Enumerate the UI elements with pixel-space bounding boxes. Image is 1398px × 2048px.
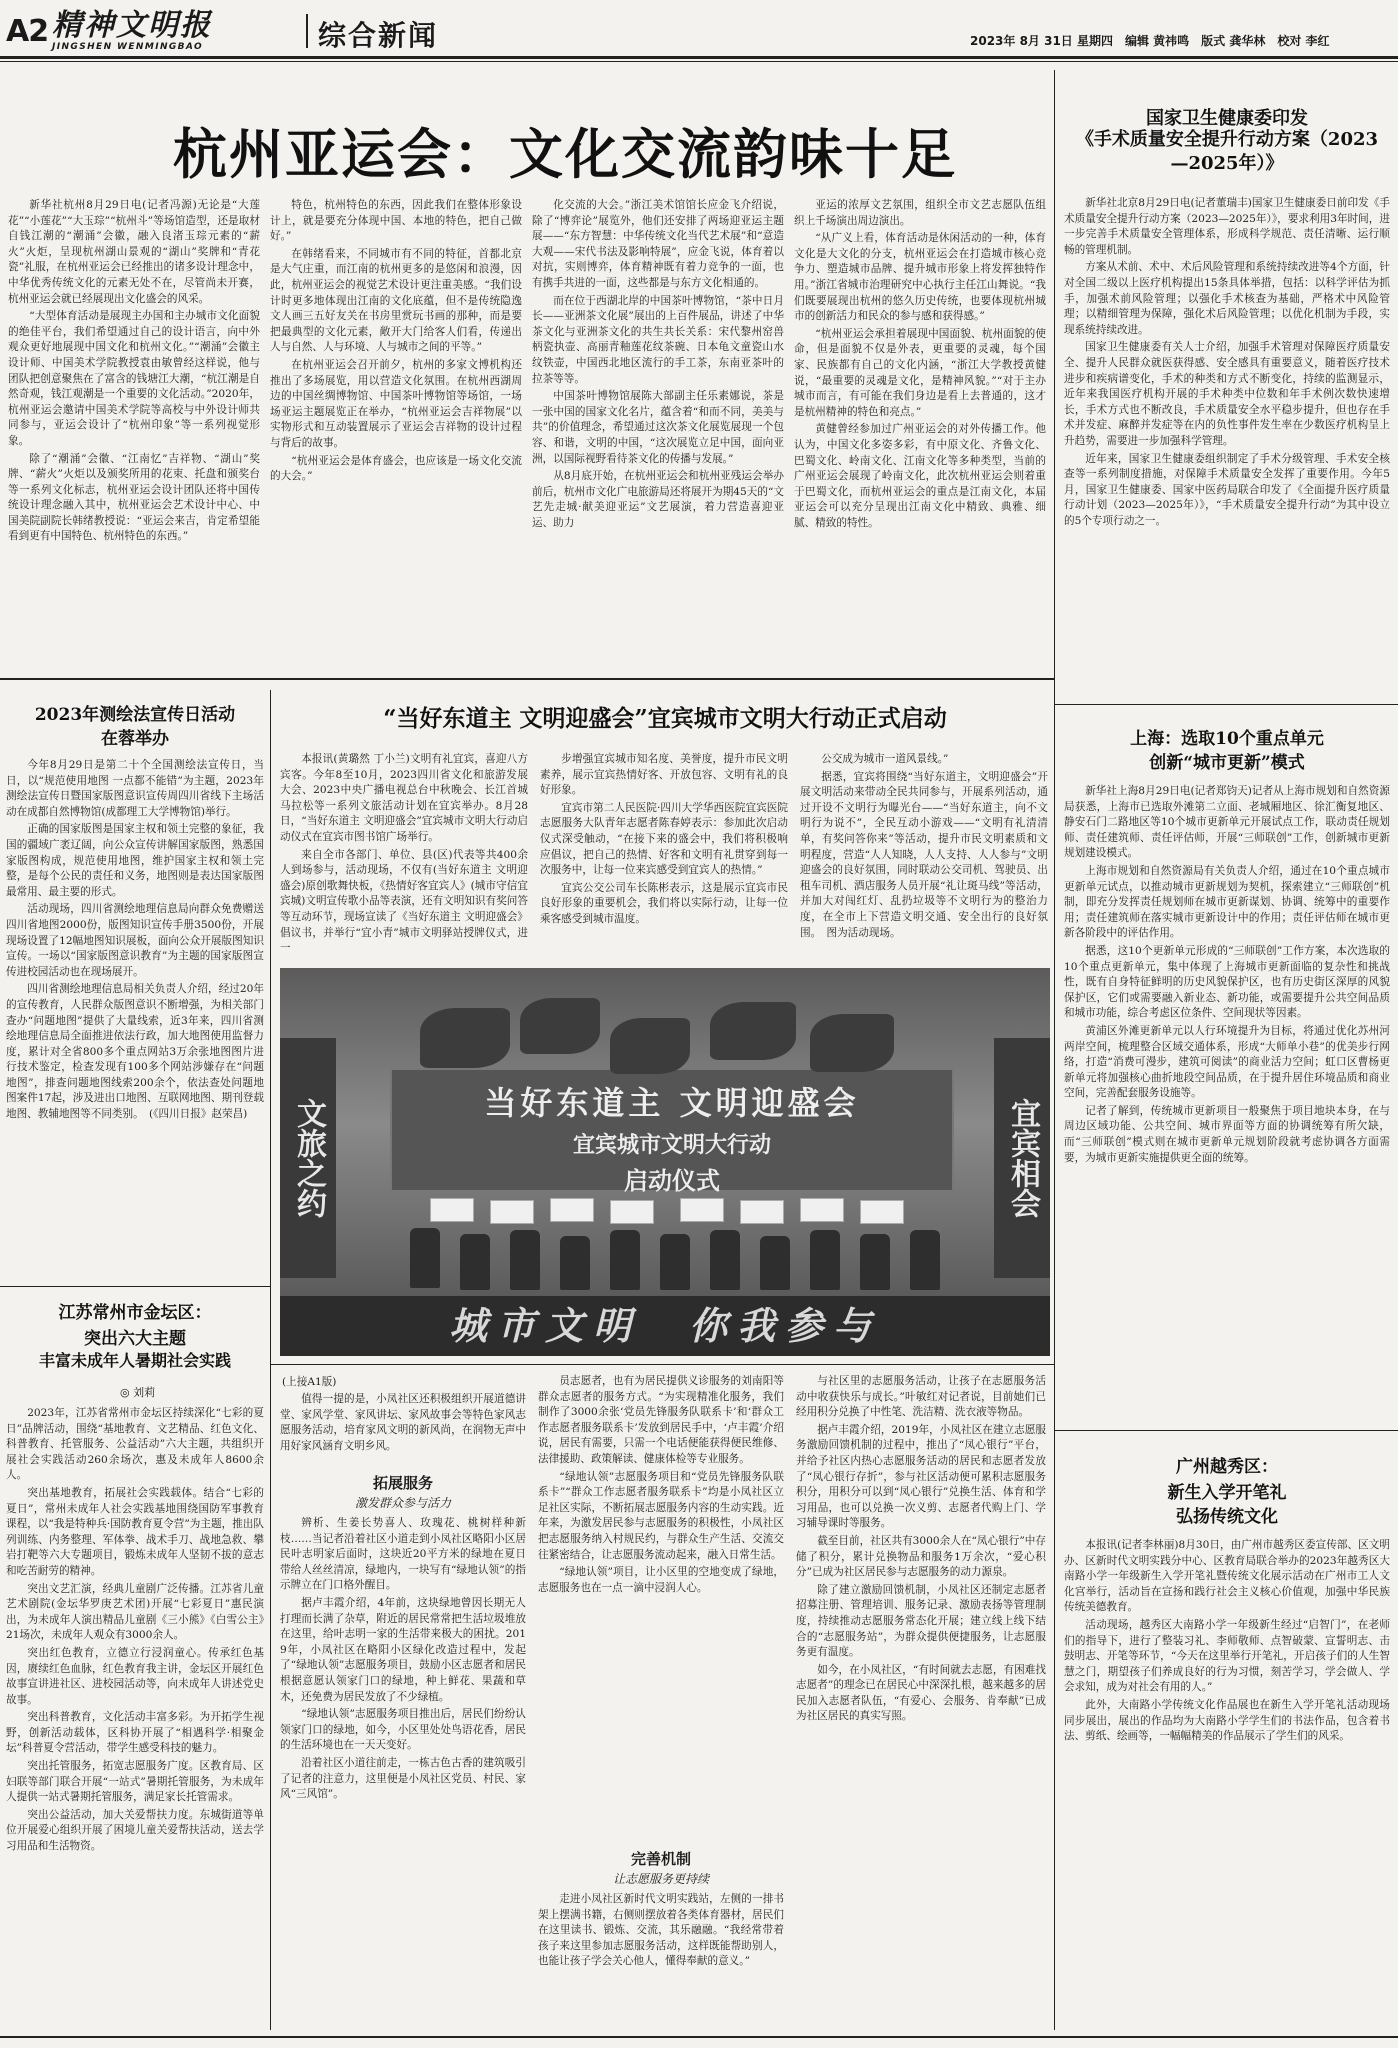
masthead-subtitle: JINGSHEN WENMINGBAO <box>52 42 204 52</box>
paragraph: 突出托管服务，拓宽志愿服务广度。区教育局、区妇联等部门联合开展“一站式”暑期托管服务，为未成年人提供一站式暑期托管服务，满足家长托管需求。 <box>6 1760 264 1804</box>
paragraph: “大型体育活动是展现主办国和主办城市文化面貌的绝佳平台，我们希望通过自己的设计语言，向中外观众更好地展现中国文化和杭州文化。”“潮涌”会徽主设计师、中国美术学院教授袁由敏曾经这样说，他与团队把创意聚焦在了富含的钱塘江大潮，“杭江潮是自然奇观，钱江观潮是一个重要的文化活动。”2020年，杭州亚运会邀请中国美术学院等高校与中外设计师共同参与，亚运会设计了“杭州印象”等一系列视觉形象。 <box>8 310 260 447</box>
paragraph: 据悉，宜宾将围绕“当好东道主，文明迎盛会”开展文明活动来带动全民共同参与，开展系列活动，通过开设不文明行为曝光台——“当好东道主，向不文明行为说不”，全民互动小游戏——“文明有礼清清单，有奖问答你来”等活动，提升市民文明素质和文明程度，营造“人人知晓，人人支持、人人参与”文明迎盛会的良好氛围，同时联动公交司机、驾驶员、出租车司机、酒店服务人员开展“礼让斑马线”等活动，并加大对闯红灯、乱扔垃圾等不文明行为的整治力度，在全市上下营造文明交通、安全出行的良好氛围。 图为活动现场。 <box>800 770 1048 939</box>
event-photo <box>280 968 1050 1356</box>
paragraph: 据悉，这10个更新单元形成的“三师联创”工作方案，本次选取的10个重点更新单元，集中体现了上海城市更新面临的复杂性和挑战性，既有自身特征鲜明的历史风貌保护区，也有历史街区深厚的风貌保护区，它们或需要融入新业态、新功能，或需要提升公共空间品质和城市功能，综合考虑区位条件、空间现状等因素。 <box>1064 944 1390 1020</box>
paragraph: 除了建立激励回馈机制，小凤社区还制定志愿者招募注册、管理培训、服务记录、激励表扬等管理制度，持续推动志愿服务常态化开展；建立线上线下结合的“志愿服务站”，为群众提供便捷服务，让志愿服务更有温度。 <box>796 1583 1046 1659</box>
paragraph: 本报讯(记者李林丽)8月30日，由广州市越秀区委宣传部、区文明办、区新时代文明实践分中心、区教育局联合举办的2023年越秀区大南路小学一年级新生入学开笔礼暨传统文化展示活动在广州市工人文化宫举行，活动旨在宣扬和践行社会主义核心价值观，加强中华民族传统美德教育。 <box>1064 1539 1390 1614</box>
paragraph: 2023年，江苏省常州市金坛区持续深化“七彩的夏日”品牌活动，围绕“基地教育、文艺精品、红色文化、科普教育、托管服务、公益活动”六大主题，共组织开展社会实践活动260余场次，惠及未成年人8600余人。 <box>6 1407 264 1482</box>
main-article-col-1 <box>8 198 260 668</box>
sub2-title: 完善机制 <box>630 1850 691 1868</box>
left-column-divider <box>270 690 271 2030</box>
bottom-col-2-body <box>538 1374 784 1838</box>
right-mid-body <box>1064 784 1390 1420</box>
center-article-col-2 <box>540 752 788 958</box>
bottom-col-3-body <box>796 1374 1046 2028</box>
photo-placard <box>490 1200 534 1224</box>
right-lower-kicker: 广州越秀区： <box>1176 1457 1278 1477</box>
section-rule-left <box>0 1286 270 1287</box>
paragraph: 宜宾公交公司车长陈彬表示，这是展示宜宾市民良好形象的重要机会，我们将以实际行动，让每一位乘客感受到城市温度。 <box>540 881 788 925</box>
page-label: A2 <box>6 14 49 49</box>
left-lower-title-1: 突出六大主题 <box>84 1329 186 1349</box>
right-lower-body <box>1064 1538 1390 2028</box>
paragraph: 特色，杭州特色的东西，因此我们在整体形象设计上，就是要充分体现中国、本地的特色，把自己做好。” <box>270 199 522 243</box>
paragraph: “绿地认领”志愿服务项目推出后，居民们纷纷认领家门口的绿地，如今，小区里处处鸟语花香，居民的生活环境也在一天天变好。 <box>280 1708 526 1752</box>
photo-performer <box>860 1234 890 1290</box>
paragraph: 突出红色教育，立德立行浸润童心。传承红色基因，赓续红色血脉，红色教育我主讲，金坛区开展红色故事宣讲进社区、进校园活动等，向未成年人讲述党史故事。 <box>6 1646 264 1706</box>
paragraph: 沿着社区小道往前走，一栋古色古香的建筑吸引了记者的注意力，这里便是小凤社区党员、村民、家风“三风馆”。 <box>280 1756 526 1801</box>
left-upper-title-1: 2023年测绘法宣传日活动 <box>34 705 236 725</box>
paragraph: 步增强宜宾城市知名度、美誉度，提升市民文明素养，展示宜宾热情好客、开放包容、文明有礼的良好形象。 <box>540 753 788 797</box>
header-rule <box>0 56 1398 59</box>
paragraph: 员志愿者，也有为居民提供义诊服务的刘南阳等群众志愿者的服务方式。“为实现精准化服务，我们制作了3000余张‘党员先锋服务队联系卡’和‘群众工作志愿者服务联系卡’发放到居民手中，‘卢丰霞’介绍说，居民有需要，只需一个电话便能获得便民维修、法律援助、政策解读、健康体检等专业服务。 <box>538 1375 784 1465</box>
paragraph: 近年来，国家卫生健康委组织制定了手术分级管理、手术安全核查等一系列制度措施，对保障手术质量安全发挥了重要作用。今年5月，国家卫生健康委、国家中医药局联合印发了《全面提升医疗质量行动计划（2023—2025年）》，“手术质量安全提升行动”为其中设立的5个专项行动之一。 <box>1064 452 1390 527</box>
paragraph: 上海市规划和自然资源局有关负责人介绍，通过在10个重点城市更新单元试点，以推动城市更新规划为契机，探索建立“三师联创”机制，即充分发挥责任规划师在城市更新谋划、协调、统筹中的重要作用；责任建筑师在落实城市更新设计中的作用；责任评估师在城市更新各阶段中的评估作用。 <box>1064 864 1390 940</box>
paragraph: 新华社杭州8月29日电(记者冯源)无论是“大莲花”“小莲花”“大玉琮”“杭州斗”等场馆造型，还是取材自钱江潮的“潮涌”会徽，融入良渚玉琮元素的“薪火”火炬，呈现杭州湖山景观的“湖山”奖牌和“青花瓷”礼服，在杭州亚运会已经推出的诸多设计理念中，中华优秀传统文化的元素无处不在，尽管尚未开赛，杭州亚运会就已经展现出文化盛会的风采。 <box>8 199 260 305</box>
paragraph: 与社区里的志愿服务活动，让孩子在志愿服务活动中收获快乐与成长。”叶敏红对记者说，目前她们已经用积分兑换了中性笔、洗洁精、洗衣液等物品。 <box>796 1375 1046 1419</box>
right-mid-title-1: 上海：选取10个重点单元 <box>1130 729 1324 749</box>
paragraph: 如今，在小凤社区，“有时间就去志愿，有困难找志愿者”的理念已在居民心中深深扎根，越来越多的居民加入志愿者队伍，“有爱心、会服务、肯奉献”已成为社区居民的真实写照。 <box>796 1663 1046 1723</box>
left-lower-byline: ◎ 刘莉 <box>120 1386 156 1399</box>
paragraph: 中国茶叶博物馆展陈大部副主任乐素娜说，茶是一张中国的国家文化名片，蕴含着“和而不同，美美与共”的价值理念，希望通过这次茶文化展览展现一个包容、和谐，文明的中国，“这次展览立足中国，面向亚洲，以国际视野看待茶文化的传播与发展。” <box>532 390 784 465</box>
paragraph: 正确的国家版图是国家主权和领土完整的象征，我国的疆域广袤辽阔，向公众宣传讲解国家版图，熟悉国家版图构成，规范使用地图，维护国家主权和领土完整，是每个公民的责任和义务，地图则是表达国家版图最常用、最主要的形式。 <box>6 823 264 898</box>
photo-placard <box>430 1198 474 1222</box>
section-rule-center <box>270 1364 1054 1365</box>
photo-floor-text: 城市文明 你我参与 <box>280 1296 1050 1356</box>
paragraph: 截至目前，社区共有3000余人在“凤心银行”中存储了积分，累计兑换物品和服务1万余次，“爱心积分”已成为社区居民参与志愿服务的动力源泉。 <box>796 1534 1046 1579</box>
main-article-col-4 <box>794 198 1046 668</box>
paragraph: 在杭州亚运会召开前夕，杭州的多家文博机构还推出了多场展览，用以营造文化氛围。在杭州西湖周边的中国丝绸博物馆、中国茶叶博物馆等场馆，一场场亚运主题展览正在举办，“杭州亚运会吉祥物展”以实物形式和互动装置展示了亚运会吉祥物的设计过程与背后的故事。 <box>270 358 522 449</box>
issue-meta: 2023年 8月 31日 星期四 编辑 黄祎鸣 版式 龚华林 校对 李红 <box>970 34 1330 48</box>
main-headline: 杭州亚运会：文化交流韵味十足 <box>173 123 957 186</box>
sub1-title: 拓展服务 <box>372 1474 433 1492</box>
right-column-divider <box>1054 70 1055 2030</box>
paragraph: 化交流的大会。”浙江美术馆馆长应金飞介绍说，除了“博弈论”展览外，他们还安排了两场迎亚运主题展——“东方智慧：中华传统文化当代艺术展”和“意造大观——宋代书法及影响特展”，应金飞说，体育着以对抗，实则博弈，体育精神既有着力竞争的一面，也有携手共进的一面，这些都是与东方文化相通的。 <box>532 199 784 289</box>
header-divider <box>306 14 308 48</box>
photo-placard <box>800 1198 844 1222</box>
photo-banner-left: 文旅之约 <box>280 1038 336 1278</box>
paragraph: “从广义上看，体育活动是休闲活动的一种，体育文化是大文化的分支，杭州亚运会在打造城市核心竞争力、塑造城市品牌、提升城市形象上将发挥独特作用。”浙江省城市治理研究中心执行主任江山舞说。“我们既要展现出杭州的悠久历史传统，也要体现杭州城市的创新活力和民众的参与感和获得感。” <box>794 232 1046 323</box>
photo-flag <box>420 1008 510 1068</box>
photo-placard <box>680 1198 724 1222</box>
paragraph: 而在位于西湖北岸的中国茶叶博物馆，“茶中日月长——亚洲茶文化展”展出的上百件展品，讲述了中华茶文化与亚洲茶文化的共生共长关系：宋代黎州窑兽柄瓷执壶、高丽青釉莲花纹茶碗、日本龟文童瓷山水纹铁壶，中国西北地区流行的手工茶，东南亚茶叶的拉茶等等。 <box>532 294 784 385</box>
paragraph: 辨析、生姜长势喜人、玫瑰花、桃树样种新枝……当记者沿着社区小道走到小凤社区略阳小区居民叶志明家后面时，这块近20平方米的绿地在夏日带给人丝丝清凉，绿地内，一块写有“绿地认领”的指示牌立在门口格外醒目。 <box>280 1517 526 1592</box>
paragraph: 突出科普教育，文化活动丰富多彩。为开拓学生视野，创新活动载体，区科协开展了“相遇科学·相聚金坛”科普夏令营活动，带学生感受科技的魅力。 <box>6 1711 264 1755</box>
paragraph: 此外，大南路小学传统文化作品展也在新生入学开笔礼活动现场同步展出，展出的作品均为大南路小学学生们的书法作品，包含着书法、剪纸、绘画等，一幅幅精美的作品展示了学生们的风采。 <box>1064 1698 1390 1743</box>
masthead-logo <box>52 10 292 54</box>
photo-performer <box>560 1236 590 1290</box>
section-title: 综合新闻 <box>318 19 439 52</box>
main-article-col-2 <box>270 198 522 668</box>
bottom-col-1-top <box>280 1392 526 1462</box>
photo-performer <box>510 1230 540 1290</box>
backdrop-text-3: 启动仪式 <box>624 1166 720 1195</box>
paragraph: 本报讯(黄璐然 丁小兰)文明有礼宜宾，喜迎八方宾客。今年8至10月，2023四川省文化和旅游发展大会、2023中央广播电视总台中秋晚会、长江首城马拉松等一系列文旅活动计划在宜宾举办。8月28日，“当好东道主 文明迎盛会”宜宾城市文明大行动启动仪式在宜宾市图书馆广场举行。 <box>280 753 528 843</box>
right-top-title: 《手术质量安全提升行动方案（2023—2025年）》 <box>1075 129 1379 174</box>
photo-flag <box>710 1002 796 1060</box>
paragraph: 公交成为城市一道风景线。” <box>821 753 949 765</box>
paragraph: “绿地认领”志愿服务项目和“党员先锋服务队联系卡”“群众工作志愿者服务联系卡”均是小凤社区立足社区实际，不断拓展志愿服务内容的生动实践。近年来，为激发居民参与志愿服务的积极性，小凤社区把志愿服务纳入村规民约，与群众生产生活、交流交往紧密结合，让志愿服务流动起来，融入日常生活。 <box>538 1470 784 1561</box>
photo-performer <box>410 1228 440 1288</box>
main-article-col-3 <box>532 198 784 668</box>
paragraph: 方案从术前、术中、术后风险管理和系统持续改进等4个方面，针对全国二级以上医疗机构提出15条具体举措，包括：以科学评估为抓手，加强术前风险管理；以强化手术核查为基础，严格术中风险管理；以精细管理为保障，强化术后风险管理；以优化机制为手段，实现系统持续改进。 <box>1064 261 1390 336</box>
left-lower-body <box>6 1406 264 2026</box>
paragraph: 在韩绪看来，不同城市有不同的特征，首都北京是大气庄重，而江南的杭州更多的是悠闲和浪漫，因此，杭州亚运会的视觉艺术设计更注重美感。“我们设计时更多地体现出江南的文化底蕴，但不是传统隐逸文人画三五好友关在书房里赏玩书画的那种，而是要把最典型的文化元素，敞开大门给客人们看，传递出人与自然、人与环境、人与城市之间的平等。” <box>270 247 522 354</box>
header-rule-thin <box>0 61 1398 62</box>
paragraph: 除了“潮涌”会徽、“江南忆”吉祥物、“湖山”奖牌、“薪火”火炬以及颁奖所用的花束、托盘和颁奖台等一系列文化标志，杭州亚运会设计团队还将中国传统设计理念融入其中，杭州亚运会艺术设计中心、中国美院副院长韩绪教授说：“亚运会来吉，肯定希望能看到更有中国特色、杭州特色的东西。” <box>8 452 260 543</box>
paragraph: 亚运的浓厚文艺氛围，组织全市文艺志愿队伍组织上千场演出周边演出。 <box>794 199 1046 227</box>
left-upper-title-2: 在蓉举办 <box>101 729 169 749</box>
paragraph: 新华社北京8月29日电(记者董瑞丰)国家卫生健康委日前印发《手术质量安全提升行动方案（2023—2025年）》，要求利用3年时间，进一步完善手术质量安全管理体系，形成科学规范、责任清晰、运行顺畅的管理机制。 <box>1064 197 1390 256</box>
photo-flag <box>610 1018 690 1074</box>
center-headline: “当好东道主 文明迎盛会”宜宾城市文明大行动正式启动 <box>383 705 947 732</box>
paragraph: 活动现场，越秀区大南路小学一年级新生经过“启智门”，在老师们的指导下，进行了整装习礼、李师敬师、点智破蒙、宣誓明志、击鼓明志、开笔等环节，“今天在这里举行开笔礼，开启孩子们的人生智慧之门，期望孩子们养成良好的行为习惯，刻苦学习，学会做人、学会求知，成为对社会有用的人。” <box>1064 1618 1390 1694</box>
sub2-subtitle: 让志愿服务更持续 <box>612 1872 709 1886</box>
photo-placard <box>610 1200 654 1224</box>
paragraph: “绿地认领”项目，让小区里的空地变成了绿地，志愿服务也在一点一滴中浸润人心。 <box>538 1566 784 1594</box>
photo-placard <box>740 1200 784 1224</box>
footer-rule <box>0 2036 1398 2038</box>
paragraph: 四川省测绘地理信息局相关负责人介绍，经过20年的宣传教育，人民群众版图意识不断增强，为相关部门查办“问题地图”提供了大量线索，近3年来，四川省测绘地理信息局全面推进依法行政，加大地图使用监督力度，累计对全省800多个重点网站3万余张地图图片进行技术鉴定，检查发现有100多个网站涉嫌存在“问题地图”，排查问题地图线索200余个，依法查处问题地图案件17起，涉及进出口地图、互联网地图、期刊登载地图、教辅地图等不同类别。 (《四川日报》赵荣昌) <box>6 983 264 1121</box>
photo-performer <box>710 1230 740 1290</box>
photo-performer <box>810 1230 840 1290</box>
photo-stage-backdrop <box>390 1068 954 1195</box>
photo-performer <box>460 1234 490 1290</box>
paragraph: “杭州亚运会承担着展现中国面貌、杭州面貌的使命，但是面貌不仅是外表，更重要的灵魂，每个国家、民族都有自己的文化内涵，“浙江大学教授黄健说，“最重要的灵魂是文化，是精神风貌。”“对于主办城市而言，有可能在我们身边是看上去普通的，这才是杭州精神的特色和亮点。” <box>794 327 1046 418</box>
bottom-col-1-body <box>280 1516 526 2028</box>
paragraph: 今年8月29日是第二十个全国测绘法宣传日，当日，以“规范使用地图 一点都不能错”为主题，2023年测绘法宣传日暨国家版图意识宣传周四川省线下主场活动在成都自然博物馆(成都理工大学博物馆)举行。 <box>6 759 264 818</box>
photo-performer <box>610 1230 640 1290</box>
left-lower-title-2: 丰富未成年人暑期社会实践 <box>38 1351 231 1370</box>
right-lower-title-2: 弘扬传统文化 <box>1176 1507 1278 1527</box>
bottom-col-2-body-2 <box>538 1892 784 2028</box>
left-lower-kicker: 江苏常州市金坛区： <box>58 1303 212 1323</box>
paragraph: 新华社上海8月29日电(记者郑钧天)记者从上海市规划和自然资源局获悉，上海市已选取外滩第二立面、老城厢地区、徐汇衡复地区、静安石门二路地区等10个城市更新单元开展试点工作，联动责任规划师、责任建筑师、责任评估师，开展“三师联创”工作，创新城市更新规划建设模式。 <box>1064 785 1390 860</box>
backdrop-text-2: 宜宾城市文明大行动 <box>572 1132 771 1158</box>
paragraph: 记者了解到，传统城市更新项目一般聚焦于项目地块本身，在与周边区域功能、公共空间、城市界面等方面的协调统筹有所欠缺，而“三师联创”模式则在城市更新单元规划阶段就考虑协调各方面需要，为城市更新实施提供更全面的统筹。 <box>1064 1104 1390 1164</box>
paragraph: 据卢丰霞介绍，2019年，小凤社区在建立志愿服务激励回馈机制的过程中，推出了“凤心银行”平台，并给予社区内热心志愿服务活动的居民和志愿者发放了“凤心银行存折”，参与社区活动便可累积志愿服务积分，用积分可以到“凤心银行”兑换生活、体育和学习用品，也可以兑换一次义剪、志愿者代购上门、学习辅导课时等服务。 <box>796 1423 1046 1530</box>
paragraph: 宜宾市第二人民医院·四川大学华西医院宜宾医院志愿服务大队青年志愿者陈春婷表示：参加此次启动仪式深受触动，“在接下来的盛会中，我们将积极响应倡议，把自己的热情、好客和文明有礼贯穿到每一次服务中，让每一位来宾感受到宜宾人的热情。” <box>540 801 788 877</box>
photo-performer <box>760 1236 790 1290</box>
photo-placard <box>550 1198 594 1222</box>
left-upper-body <box>6 758 264 1278</box>
paragraph: 黄健曾经参加过广州亚运会的对外传播工作。他认为，中国文化多姿多彩，有中原文化、齐鲁文化、巴蜀文化、岭南文化、江南文化等多种类型，当前的广州亚运会展现了岭南文化，此次杭州亚运会则着重于巴蜀文化，而杭州亚运会的重点是江南文化，本届亚运会可以充分呈现出江南文化中精致、典雅、细腻、精致的特性。 <box>794 423 1046 529</box>
right-top-body <box>1064 196 1390 696</box>
paragraph: 走进小凤社区新时代文明实践站，左侧的一排书架上摆满书籍，右侧则摆放着各类体育器材，居民们在这里读书、锻炼、交流，其乐融融。“我经常带着孩子来这里参加志愿服务活动，这样既能帮助别人，也能让孩子学会关心他人，懂得奉献的意义。” <box>538 1893 784 1968</box>
center-article-col-1 <box>280 752 528 958</box>
photo-flag <box>810 1014 894 1072</box>
paragraph: 值得一提的是，小凤社区还积极组织开展道德讲堂、家风学堂、家风讲坛、家风故事会等特色家风志愿服务活动，培育家风文明的新风尚，在润物无声中用好家风涵育文明乡风。 <box>280 1393 526 1452</box>
paragraph: 据卢丰霞介绍，4年前，这块绿地曾因长期无人打理而长满了杂草，附近的居民常常把生活垃圾堆放在这里，给叶志明一家的生活带来极大的困扰。2019年，小凤社区在略阳小区绿化改造过程中，发起了“绿地认领”志愿服务项目，鼓励小区志愿者和居民根据意愿认领家门口的绿地，种上鲜花、果蔬和草木，还免费为居民发放了不少绿植。 <box>280 1596 526 1703</box>
right-mid-title-2: 创新“城市更新”模式 <box>1149 753 1305 773</box>
section-rule-right-2 <box>1054 1430 1398 1431</box>
backdrop-text-1: 当好东道主 文明迎盛会 <box>484 1084 860 1122</box>
paragraph: 突出基地教育，拓展社会实践载体。结合“七彩的夏日”，常州未成年人社会实践基地围绕国防军事教育课程，以“我是特种兵·国防教育夏令营”为主题，推出队列训练、内务整理、军体拳、战术手刀、战地急救、攀岩打靶等六大专题项目，锻炼未成年人坚韧不拔的意志和吃苦耐劳的精神。 <box>6 1486 264 1577</box>
right-lower-title-1: 新生入学开笔礼 <box>1167 1483 1287 1503</box>
paragraph: 黄浦区外滩更新单元以人行环境提升为目标，将通过优化苏州河两岸空间，梳理整合区域交通体系，形成“大师单小巷”的优美步行网络，打造“消费可漫步，建筑可阅读”的商业活力空间；虹口区曹杨更新单元将加强核心曲折地段空间品质，在于提升居住环境品质和商业空间，完善配套服务设施等。 <box>1064 1024 1390 1100</box>
center-article-col-3 <box>800 752 1048 958</box>
photo-placard <box>860 1200 904 1224</box>
sub1-subtitle: 激发群众参与活力 <box>354 1496 451 1510</box>
continuation-note: (上接A1版) <box>282 1376 337 1388</box>
section-rule-1 <box>0 678 1054 680</box>
paragraph: 从8月底开始，在杭州亚运会和杭州亚残运会举办前后，杭州市文化广电旅游局还将展开为期45天的“文艺先走城·献美迎亚运”文艺展演，着力营造喜迎亚运、助力 <box>532 470 784 529</box>
paragraph: 来自全市各部门、单位、县(区)代表等共400余人到场参与，活动现场，不仅有(当好东道主 文明迎盛会)原创歌舞快板，《热情好客宜宾人》(城市守信宜宾城)文明宣传歌小品等表演，还有文明知识有奖问答等互动环节，现场宣读了《当好东道主 文明迎盛会》倡议书，并举行“宜小青”城市文明驿站授牌仪式，进一 <box>280 848 528 955</box>
paragraph: 突出文艺汇演，经典儿童剧广泛传播。江苏省儿童艺术剧院(金坛华罗庚艺术团)开展“七彩夏日”惠民演出，为未成年人演出精品儿童剧《三小熊》《白雪公主》21场次，未成年人观众有3000余人。 <box>6 1582 264 1642</box>
photo-performer <box>660 1234 690 1290</box>
photo-performer <box>910 1230 940 1290</box>
photo-banner-right: 宜宾相会 <box>994 1038 1050 1278</box>
paragraph: 突出公益活动，加大关爱帮扶力度。东城街道等单位开展爱心组织开展了困境儿童关爱帮扶活动，送去学习用品和生活物资。 <box>6 1808 264 1853</box>
paragraph: 活动现场，四川省测绘地理信息局向群众免费赠送四川省地图2000份，版图知识宣传手册3500份，开展现场设置了12幅地图知识展板，面向公众开展版图知识宣传。一场以“国家版图意识教育”为主题的国家版图宣传进校园活动也在现场展开。 <box>6 903 264 978</box>
section-rule-right <box>1054 704 1398 705</box>
masthead-title: 精神文明报 <box>52 8 212 43</box>
right-top-kicker: 国家卫生健康委印发 <box>1146 108 1308 129</box>
photo-flag <box>520 998 600 1054</box>
paragraph: 国家卫生健康委有关人士介绍，加强手术管理对保障医疗质量安全、提升人民群众就医获得感、安全感具有重要意义，随着医疗技术进步和疾病谱变化，手术的种类和方式不断变化，持续的监测显示，近年来我国医疗机构开展的手术种类中位数和年手术例次数快速增长，手术方式也不断改良，手术质量安全水平稳步提升，但也存在手术并发症、麻醉并发症等在内的负性事件发生率在少数医疗机构呈上升趋势，需要进一步加强科学管理。 <box>1064 341 1390 447</box>
paragraph: “杭州亚运会是体育盛会，也应该是一场文化交流的大会。” <box>270 454 522 483</box>
